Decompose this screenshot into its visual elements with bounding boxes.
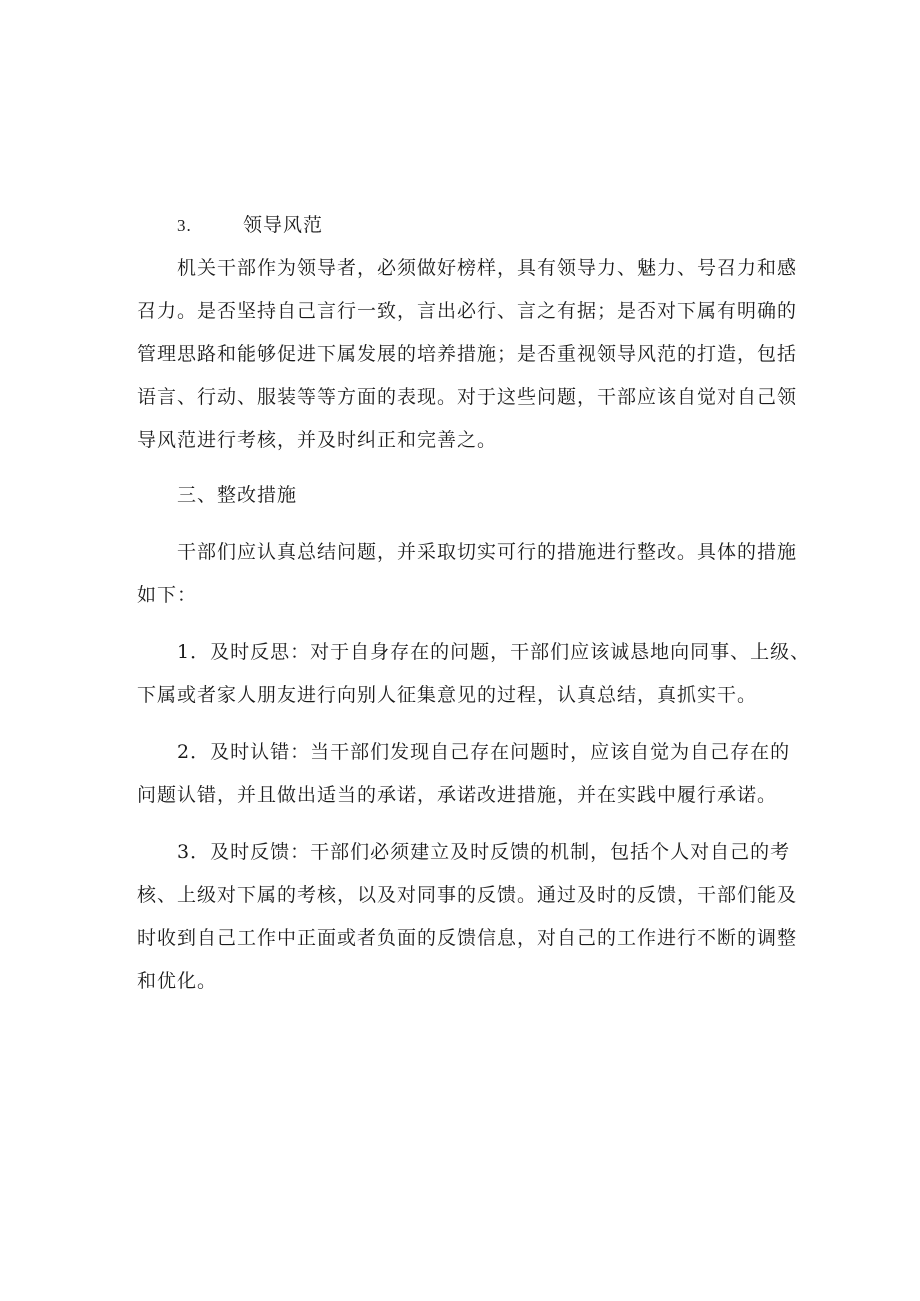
section-rectification-heading: 三、整改措施 <box>177 484 298 506</box>
paragraph-line: 干部们应认真总结问题，并采取切实可行的措施进行整改。具体的措施 <box>177 541 798 563</box>
paragraph-line: 召力。是否坚持自己言行一致，言出必行、言之有据；是否对下属有明确的 <box>137 300 798 322</box>
paragraph-line: 导风范进行考核，并及时纠正和完善之。 <box>137 429 498 451</box>
section-3-paragraph <box>137 247 797 462</box>
paragraph-line: 问题认错，并且做出适当的承诺，承诺改进措施，并在实践中履行承诺。 <box>137 784 778 806</box>
measure-item-1 <box>137 631 811 717</box>
paragraph-line: 语言、行动、服装等等方面的表现。对于这些问题，干部应该自觉对自己领 <box>137 386 798 408</box>
paragraph-line: 核、上级对下属的考核，以及对同事的反馈。通过及时的反馈，干部们能及 <box>137 884 798 906</box>
paragraph-line: 3．及时反馈：干部们必须建立及时反馈的机制，包括个人对自己的考 <box>177 841 791 863</box>
paragraph-line: 如下： <box>137 584 198 606</box>
measure-item-2 <box>137 731 797 817</box>
paragraph-line: 1．及时反思：对于自身存在的问题，干部们应该诚恳地向同事、上级、 <box>177 641 811 663</box>
section-3-title: 领导风范 <box>243 214 324 236</box>
paragraph-line: 机关干部作为领导者，必须做好榜样，具有领导力、魅力、号召力和感 <box>177 257 798 279</box>
document-body <box>137 204 811 1003</box>
measure-item-3 <box>137 831 797 1003</box>
paragraph-line: 下属或者家人朋友进行向别人征集意见的过程，认真总结，真抓实干。 <box>137 684 758 706</box>
paragraph-line: 2．及时认错：当干部们发现自己存在问题时，应该自觉为自己存在的 <box>177 741 791 763</box>
paragraph-line: 和优化。 <box>137 970 218 992</box>
section-3-heading <box>137 204 797 247</box>
paragraph-line: 时收到自己工作中正面或者负面的反馈信息，对自己的工作进行不断的调整 <box>137 927 798 949</box>
section-3-number: 3. <box>177 216 192 235</box>
paragraph-line: 管理思路和能够促进下属发展的培养措施；是否重视领导风范的打造，包括 <box>137 343 798 365</box>
rectification-intro-paragraph <box>137 531 797 617</box>
